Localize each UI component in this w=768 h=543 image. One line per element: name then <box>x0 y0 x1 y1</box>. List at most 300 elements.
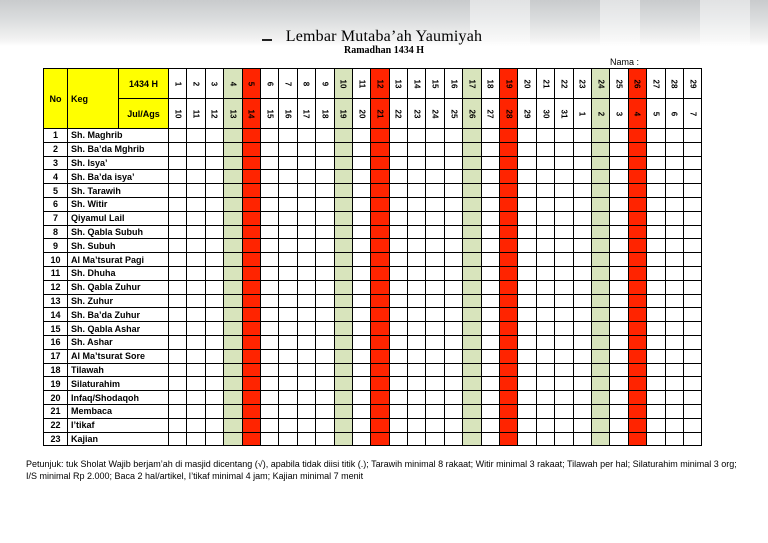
day-checkbox-cell[interactable] <box>463 432 481 446</box>
day-checkbox-cell[interactable] <box>334 308 352 322</box>
day-checkbox-cell[interactable] <box>610 239 628 253</box>
day-checkbox-cell[interactable] <box>389 184 407 198</box>
day-checkbox-cell[interactable] <box>463 225 481 239</box>
day-checkbox-cell[interactable] <box>242 170 260 184</box>
day-checkbox-cell[interactable] <box>536 156 554 170</box>
day-checkbox-cell[interactable] <box>334 432 352 446</box>
day-checkbox-cell[interactable] <box>444 142 462 156</box>
day-checkbox-cell[interactable] <box>279 239 297 253</box>
day-checkbox-cell[interactable] <box>500 418 518 432</box>
day-checkbox-cell[interactable] <box>518 142 536 156</box>
day-checkbox-cell[interactable] <box>205 391 223 405</box>
day-checkbox-cell[interactable] <box>610 308 628 322</box>
day-checkbox-cell[interactable] <box>481 308 499 322</box>
day-checkbox-cell[interactable] <box>224 170 242 184</box>
day-checkbox-cell[interactable] <box>279 363 297 377</box>
day-checkbox-cell[interactable] <box>463 363 481 377</box>
day-checkbox-cell[interactable] <box>224 308 242 322</box>
day-checkbox-cell[interactable] <box>224 432 242 446</box>
day-checkbox-cell[interactable] <box>665 432 683 446</box>
day-checkbox-cell[interactable] <box>279 211 297 225</box>
day-checkbox-cell[interactable] <box>371 197 389 211</box>
day-checkbox-cell[interactable] <box>610 377 628 391</box>
day-checkbox-cell[interactable] <box>352 211 370 225</box>
day-checkbox-cell[interactable] <box>224 184 242 198</box>
day-checkbox-cell[interactable] <box>224 197 242 211</box>
day-checkbox-cell[interactable] <box>573 391 591 405</box>
day-checkbox-cell[interactable] <box>352 335 370 349</box>
day-checkbox-cell[interactable] <box>260 294 278 308</box>
day-checkbox-cell[interactable] <box>371 404 389 418</box>
day-checkbox-cell[interactable] <box>536 432 554 446</box>
day-checkbox-cell[interactable] <box>371 294 389 308</box>
day-checkbox-cell[interactable] <box>610 391 628 405</box>
day-checkbox-cell[interactable] <box>260 404 278 418</box>
day-checkbox-cell[interactable] <box>279 294 297 308</box>
day-checkbox-cell[interactable] <box>555 129 573 143</box>
day-checkbox-cell[interactable] <box>169 170 187 184</box>
day-checkbox-cell[interactable] <box>647 404 665 418</box>
day-checkbox-cell[interactable] <box>205 156 223 170</box>
day-checkbox-cell[interactable] <box>169 266 187 280</box>
day-checkbox-cell[interactable] <box>389 142 407 156</box>
day-checkbox-cell[interactable] <box>334 418 352 432</box>
day-checkbox-cell[interactable] <box>500 308 518 322</box>
day-checkbox-cell[interactable] <box>573 142 591 156</box>
day-checkbox-cell[interactable] <box>408 225 426 239</box>
day-checkbox-cell[interactable] <box>555 156 573 170</box>
day-checkbox-cell[interactable] <box>352 156 370 170</box>
day-checkbox-cell[interactable] <box>371 211 389 225</box>
day-checkbox-cell[interactable] <box>408 349 426 363</box>
day-checkbox-cell[interactable] <box>389 418 407 432</box>
day-checkbox-cell[interactable] <box>444 239 462 253</box>
day-checkbox-cell[interactable] <box>647 377 665 391</box>
day-checkbox-cell[interactable] <box>481 156 499 170</box>
day-checkbox-cell[interactable] <box>426 142 444 156</box>
day-checkbox-cell[interactable] <box>665 308 683 322</box>
day-checkbox-cell[interactable] <box>463 349 481 363</box>
day-checkbox-cell[interactable] <box>242 156 260 170</box>
day-checkbox-cell[interactable] <box>371 363 389 377</box>
day-checkbox-cell[interactable] <box>647 239 665 253</box>
day-checkbox-cell[interactable] <box>352 418 370 432</box>
day-checkbox-cell[interactable] <box>555 349 573 363</box>
day-checkbox-cell[interactable] <box>683 391 701 405</box>
day-checkbox-cell[interactable] <box>371 349 389 363</box>
day-checkbox-cell[interactable] <box>334 184 352 198</box>
day-checkbox-cell[interactable] <box>518 266 536 280</box>
day-checkbox-cell[interactable] <box>279 197 297 211</box>
day-checkbox-cell[interactable] <box>555 280 573 294</box>
day-checkbox-cell[interactable] <box>426 266 444 280</box>
day-checkbox-cell[interactable] <box>665 170 683 184</box>
day-checkbox-cell[interactable] <box>224 142 242 156</box>
day-checkbox-cell[interactable] <box>591 266 609 280</box>
day-checkbox-cell[interactable] <box>169 391 187 405</box>
day-checkbox-cell[interactable] <box>279 184 297 198</box>
day-checkbox-cell[interactable] <box>187 322 205 336</box>
day-checkbox-cell[interactable] <box>187 129 205 143</box>
day-checkbox-cell[interactable] <box>444 156 462 170</box>
day-checkbox-cell[interactable] <box>334 294 352 308</box>
day-checkbox-cell[interactable] <box>463 142 481 156</box>
day-checkbox-cell[interactable] <box>555 308 573 322</box>
day-checkbox-cell[interactable] <box>389 170 407 184</box>
day-checkbox-cell[interactable] <box>205 225 223 239</box>
day-checkbox-cell[interactable] <box>536 335 554 349</box>
day-checkbox-cell[interactable] <box>279 170 297 184</box>
day-checkbox-cell[interactable] <box>297 184 315 198</box>
day-checkbox-cell[interactable] <box>536 225 554 239</box>
day-checkbox-cell[interactable] <box>573 322 591 336</box>
day-checkbox-cell[interactable] <box>224 404 242 418</box>
day-checkbox-cell[interactable] <box>518 184 536 198</box>
day-checkbox-cell[interactable] <box>334 253 352 267</box>
day-checkbox-cell[interactable] <box>334 363 352 377</box>
day-checkbox-cell[interactable] <box>536 294 554 308</box>
day-checkbox-cell[interactable] <box>463 156 481 170</box>
day-checkbox-cell[interactable] <box>628 335 646 349</box>
day-checkbox-cell[interactable] <box>389 253 407 267</box>
day-checkbox-cell[interactable] <box>573 239 591 253</box>
day-checkbox-cell[interactable] <box>647 156 665 170</box>
day-checkbox-cell[interactable] <box>463 170 481 184</box>
day-checkbox-cell[interactable] <box>205 184 223 198</box>
day-checkbox-cell[interactable] <box>389 294 407 308</box>
day-checkbox-cell[interactable] <box>481 184 499 198</box>
day-checkbox-cell[interactable] <box>352 142 370 156</box>
day-checkbox-cell[interactable] <box>444 377 462 391</box>
day-checkbox-cell[interactable] <box>463 129 481 143</box>
day-checkbox-cell[interactable] <box>683 142 701 156</box>
day-checkbox-cell[interactable] <box>628 363 646 377</box>
day-checkbox-cell[interactable] <box>169 156 187 170</box>
day-checkbox-cell[interactable] <box>187 308 205 322</box>
day-checkbox-cell[interactable] <box>610 129 628 143</box>
day-checkbox-cell[interactable] <box>481 377 499 391</box>
day-checkbox-cell[interactable] <box>169 225 187 239</box>
day-checkbox-cell[interactable] <box>187 170 205 184</box>
day-checkbox-cell[interactable] <box>481 142 499 156</box>
day-checkbox-cell[interactable] <box>444 294 462 308</box>
day-checkbox-cell[interactable] <box>187 239 205 253</box>
day-checkbox-cell[interactable] <box>316 280 334 294</box>
day-checkbox-cell[interactable] <box>205 239 223 253</box>
day-checkbox-cell[interactable] <box>371 142 389 156</box>
day-checkbox-cell[interactable] <box>205 432 223 446</box>
day-checkbox-cell[interactable] <box>426 377 444 391</box>
day-checkbox-cell[interactable] <box>224 377 242 391</box>
day-checkbox-cell[interactable] <box>297 197 315 211</box>
day-checkbox-cell[interactable] <box>279 432 297 446</box>
day-checkbox-cell[interactable] <box>536 363 554 377</box>
day-checkbox-cell[interactable] <box>408 404 426 418</box>
day-checkbox-cell[interactable] <box>389 322 407 336</box>
day-checkbox-cell[interactable] <box>555 184 573 198</box>
day-checkbox-cell[interactable] <box>536 184 554 198</box>
day-checkbox-cell[interactable] <box>169 418 187 432</box>
day-checkbox-cell[interactable] <box>408 170 426 184</box>
day-checkbox-cell[interactable] <box>665 418 683 432</box>
day-checkbox-cell[interactable] <box>463 322 481 336</box>
day-checkbox-cell[interactable] <box>205 349 223 363</box>
day-checkbox-cell[interactable] <box>683 294 701 308</box>
day-checkbox-cell[interactable] <box>610 432 628 446</box>
day-checkbox-cell[interactable] <box>444 322 462 336</box>
day-checkbox-cell[interactable] <box>555 142 573 156</box>
day-checkbox-cell[interactable] <box>187 225 205 239</box>
day-checkbox-cell[interactable] <box>463 294 481 308</box>
day-checkbox-cell[interactable] <box>334 280 352 294</box>
day-checkbox-cell[interactable] <box>500 363 518 377</box>
day-checkbox-cell[interactable] <box>260 349 278 363</box>
day-checkbox-cell[interactable] <box>683 335 701 349</box>
day-checkbox-cell[interactable] <box>665 239 683 253</box>
day-checkbox-cell[interactable] <box>316 418 334 432</box>
day-checkbox-cell[interactable] <box>334 349 352 363</box>
day-checkbox-cell[interactable] <box>444 225 462 239</box>
day-checkbox-cell[interactable] <box>334 197 352 211</box>
day-checkbox-cell[interactable] <box>242 432 260 446</box>
day-checkbox-cell[interactable] <box>297 253 315 267</box>
day-checkbox-cell[interactable] <box>371 391 389 405</box>
day-checkbox-cell[interactable] <box>444 129 462 143</box>
day-checkbox-cell[interactable] <box>518 239 536 253</box>
day-checkbox-cell[interactable] <box>481 322 499 336</box>
day-checkbox-cell[interactable] <box>481 335 499 349</box>
day-checkbox-cell[interactable] <box>683 184 701 198</box>
day-checkbox-cell[interactable] <box>316 335 334 349</box>
day-checkbox-cell[interactable] <box>242 142 260 156</box>
day-checkbox-cell[interactable] <box>224 211 242 225</box>
day-checkbox-cell[interactable] <box>463 418 481 432</box>
day-checkbox-cell[interactable] <box>352 266 370 280</box>
day-checkbox-cell[interactable] <box>169 322 187 336</box>
day-checkbox-cell[interactable] <box>224 253 242 267</box>
day-checkbox-cell[interactable] <box>371 184 389 198</box>
day-checkbox-cell[interactable] <box>426 432 444 446</box>
day-checkbox-cell[interactable] <box>352 363 370 377</box>
day-checkbox-cell[interactable] <box>536 211 554 225</box>
day-checkbox-cell[interactable] <box>389 225 407 239</box>
day-checkbox-cell[interactable] <box>408 156 426 170</box>
day-checkbox-cell[interactable] <box>610 335 628 349</box>
day-checkbox-cell[interactable] <box>665 363 683 377</box>
day-checkbox-cell[interactable] <box>555 225 573 239</box>
day-checkbox-cell[interactable] <box>408 142 426 156</box>
day-checkbox-cell[interactable] <box>555 432 573 446</box>
day-checkbox-cell[interactable] <box>500 404 518 418</box>
day-checkbox-cell[interactable] <box>573 253 591 267</box>
day-checkbox-cell[interactable] <box>389 335 407 349</box>
day-checkbox-cell[interactable] <box>628 225 646 239</box>
day-checkbox-cell[interactable] <box>242 211 260 225</box>
day-checkbox-cell[interactable] <box>352 184 370 198</box>
day-checkbox-cell[interactable] <box>573 225 591 239</box>
day-checkbox-cell[interactable] <box>591 197 609 211</box>
day-checkbox-cell[interactable] <box>297 142 315 156</box>
day-checkbox-cell[interactable] <box>573 129 591 143</box>
day-checkbox-cell[interactable] <box>481 280 499 294</box>
day-checkbox-cell[interactable] <box>628 294 646 308</box>
day-checkbox-cell[interactable] <box>591 335 609 349</box>
day-checkbox-cell[interactable] <box>408 211 426 225</box>
day-checkbox-cell[interactable] <box>426 170 444 184</box>
day-checkbox-cell[interactable] <box>573 418 591 432</box>
day-checkbox-cell[interactable] <box>205 335 223 349</box>
day-checkbox-cell[interactable] <box>224 239 242 253</box>
day-checkbox-cell[interactable] <box>518 391 536 405</box>
day-checkbox-cell[interactable] <box>536 253 554 267</box>
day-checkbox-cell[interactable] <box>260 308 278 322</box>
day-checkbox-cell[interactable] <box>279 349 297 363</box>
day-checkbox-cell[interactable] <box>647 432 665 446</box>
day-checkbox-cell[interactable] <box>647 322 665 336</box>
day-checkbox-cell[interactable] <box>426 280 444 294</box>
day-checkbox-cell[interactable] <box>444 184 462 198</box>
day-checkbox-cell[interactable] <box>224 391 242 405</box>
day-checkbox-cell[interactable] <box>500 225 518 239</box>
day-checkbox-cell[interactable] <box>573 184 591 198</box>
day-checkbox-cell[interactable] <box>683 418 701 432</box>
day-checkbox-cell[interactable] <box>242 225 260 239</box>
day-checkbox-cell[interactable] <box>647 253 665 267</box>
day-checkbox-cell[interactable] <box>591 404 609 418</box>
day-checkbox-cell[interactable] <box>389 266 407 280</box>
day-checkbox-cell[interactable] <box>334 129 352 143</box>
day-checkbox-cell[interactable] <box>316 308 334 322</box>
day-checkbox-cell[interactable] <box>260 253 278 267</box>
day-checkbox-cell[interactable] <box>316 266 334 280</box>
day-checkbox-cell[interactable] <box>481 404 499 418</box>
day-checkbox-cell[interactable] <box>426 239 444 253</box>
day-checkbox-cell[interactable] <box>536 129 554 143</box>
day-checkbox-cell[interactable] <box>371 239 389 253</box>
day-checkbox-cell[interactable] <box>610 225 628 239</box>
day-checkbox-cell[interactable] <box>297 211 315 225</box>
day-checkbox-cell[interactable] <box>536 349 554 363</box>
day-checkbox-cell[interactable] <box>647 418 665 432</box>
day-checkbox-cell[interactable] <box>573 156 591 170</box>
day-checkbox-cell[interactable] <box>371 253 389 267</box>
day-checkbox-cell[interactable] <box>352 253 370 267</box>
day-checkbox-cell[interactable] <box>481 363 499 377</box>
day-checkbox-cell[interactable] <box>665 294 683 308</box>
day-checkbox-cell[interactable] <box>371 322 389 336</box>
day-checkbox-cell[interactable] <box>647 197 665 211</box>
day-checkbox-cell[interactable] <box>683 266 701 280</box>
day-checkbox-cell[interactable] <box>187 184 205 198</box>
day-checkbox-cell[interactable] <box>481 239 499 253</box>
day-checkbox-cell[interactable] <box>665 280 683 294</box>
day-checkbox-cell[interactable] <box>444 418 462 432</box>
day-checkbox-cell[interactable] <box>647 211 665 225</box>
day-checkbox-cell[interactable] <box>352 197 370 211</box>
day-checkbox-cell[interactable] <box>187 363 205 377</box>
day-checkbox-cell[interactable] <box>555 322 573 336</box>
day-checkbox-cell[interactable] <box>279 335 297 349</box>
day-checkbox-cell[interactable] <box>683 239 701 253</box>
day-checkbox-cell[interactable] <box>334 142 352 156</box>
day-checkbox-cell[interactable] <box>260 363 278 377</box>
day-checkbox-cell[interactable] <box>555 253 573 267</box>
day-checkbox-cell[interactable] <box>169 280 187 294</box>
day-checkbox-cell[interactable] <box>371 280 389 294</box>
day-checkbox-cell[interactable] <box>260 197 278 211</box>
day-checkbox-cell[interactable] <box>316 391 334 405</box>
day-checkbox-cell[interactable] <box>647 391 665 405</box>
day-checkbox-cell[interactable] <box>260 432 278 446</box>
day-checkbox-cell[interactable] <box>481 253 499 267</box>
day-checkbox-cell[interactable] <box>187 349 205 363</box>
day-checkbox-cell[interactable] <box>352 404 370 418</box>
day-checkbox-cell[interactable] <box>610 170 628 184</box>
day-checkbox-cell[interactable] <box>555 377 573 391</box>
day-checkbox-cell[interactable] <box>224 349 242 363</box>
day-checkbox-cell[interactable] <box>463 308 481 322</box>
day-checkbox-cell[interactable] <box>242 308 260 322</box>
day-checkbox-cell[interactable] <box>334 322 352 336</box>
day-checkbox-cell[interactable] <box>536 142 554 156</box>
day-checkbox-cell[interactable] <box>463 239 481 253</box>
day-checkbox-cell[interactable] <box>463 280 481 294</box>
day-checkbox-cell[interactable] <box>389 280 407 294</box>
day-checkbox-cell[interactable] <box>260 142 278 156</box>
day-checkbox-cell[interactable] <box>205 266 223 280</box>
day-checkbox-cell[interactable] <box>518 294 536 308</box>
day-checkbox-cell[interactable] <box>316 225 334 239</box>
day-checkbox-cell[interactable] <box>316 142 334 156</box>
day-checkbox-cell[interactable] <box>426 197 444 211</box>
day-checkbox-cell[interactable] <box>610 211 628 225</box>
day-checkbox-cell[interactable] <box>518 253 536 267</box>
day-checkbox-cell[interactable] <box>573 404 591 418</box>
day-checkbox-cell[interactable] <box>224 294 242 308</box>
day-checkbox-cell[interactable] <box>591 211 609 225</box>
day-checkbox-cell[interactable] <box>591 156 609 170</box>
day-checkbox-cell[interactable] <box>573 211 591 225</box>
day-checkbox-cell[interactable] <box>408 294 426 308</box>
day-checkbox-cell[interactable] <box>665 253 683 267</box>
day-checkbox-cell[interactable] <box>665 197 683 211</box>
day-checkbox-cell[interactable] <box>169 363 187 377</box>
day-checkbox-cell[interactable] <box>297 349 315 363</box>
day-checkbox-cell[interactable] <box>408 184 426 198</box>
day-checkbox-cell[interactable] <box>426 349 444 363</box>
day-checkbox-cell[interactable] <box>665 322 683 336</box>
day-checkbox-cell[interactable] <box>169 211 187 225</box>
day-checkbox-cell[interactable] <box>279 266 297 280</box>
day-checkbox-cell[interactable] <box>297 391 315 405</box>
day-checkbox-cell[interactable] <box>665 266 683 280</box>
day-checkbox-cell[interactable] <box>279 322 297 336</box>
day-checkbox-cell[interactable] <box>647 308 665 322</box>
day-checkbox-cell[interactable] <box>481 391 499 405</box>
day-checkbox-cell[interactable] <box>500 142 518 156</box>
day-checkbox-cell[interactable] <box>242 294 260 308</box>
day-checkbox-cell[interactable] <box>683 404 701 418</box>
day-checkbox-cell[interactable] <box>371 266 389 280</box>
day-checkbox-cell[interactable] <box>610 363 628 377</box>
day-checkbox-cell[interactable] <box>316 129 334 143</box>
day-checkbox-cell[interactable] <box>334 377 352 391</box>
day-checkbox-cell[interactable] <box>628 280 646 294</box>
day-checkbox-cell[interactable] <box>500 184 518 198</box>
day-checkbox-cell[interactable] <box>169 253 187 267</box>
day-checkbox-cell[interactable] <box>463 404 481 418</box>
day-checkbox-cell[interactable] <box>444 432 462 446</box>
